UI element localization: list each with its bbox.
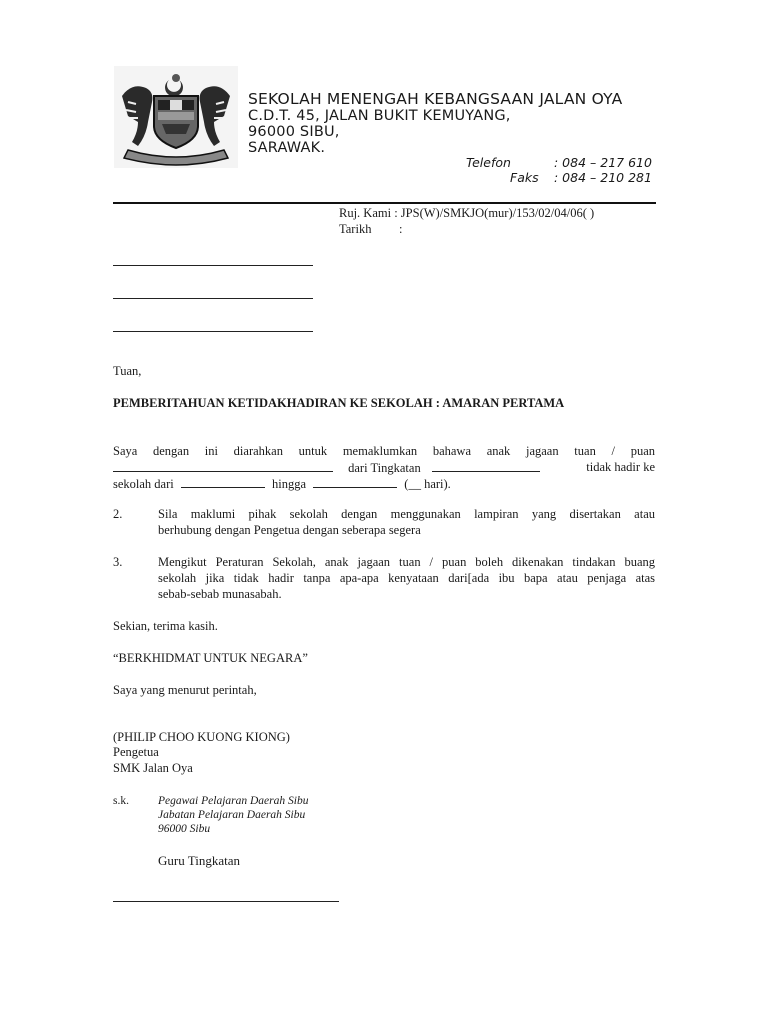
phone-label: Telefon (466, 155, 511, 170)
paragraph-1-line-2 (113, 460, 655, 476)
cc-label: s.k. (113, 795, 129, 807)
teacher-blank-line (113, 901, 339, 902)
paragraph-1-line-3 (113, 476, 451, 492)
paragraph-1-text: dari Tingkatan (348, 461, 421, 475)
address-blank-line (113, 298, 313, 299)
item-2-line-1: Sila maklumi pihak sekolah dengan menggunakan lampiran yang disertakan atau (158, 507, 655, 521)
school-address-line1: C.D.T. 45, JALAN BUKIT KEMUYANG, (248, 108, 511, 124)
paragraph-1-line-1: Saya dengan ini diarahkan untuk memaklumkan bahawa anak jagaan tuan / puan (113, 444, 655, 458)
date-label: Tarikh (339, 222, 372, 236)
cc-guru-tingkatan: Guru Tingkatan (158, 853, 240, 868)
address-blank-line (113, 265, 313, 266)
paragraph-1-text: sekolah dari (113, 477, 174, 491)
cc-recipient-1: Pegawai Pelajaran Daerah Sibu (158, 795, 309, 807)
school-address-line3: SARAWAK. (248, 140, 326, 156)
header-divider (113, 202, 656, 204)
item-2-line-2: berhubung dengan Pengetua dengan seberapa segera (158, 523, 421, 537)
phone-value: : 084 – 217 610 (554, 155, 652, 170)
item-3-line-3: sebab-sebab munasabah. (158, 587, 282, 601)
fax-label: Faks (510, 170, 539, 185)
item-3-line-2: sekolah jika tidak hadir tanpa apa-apa kenyataan dari[ada ibu bapa atau penjaga atas (158, 571, 655, 585)
item-3-number: 3. (113, 555, 123, 569)
letter-subject: PEMBERITAHUAN KETIDAKHADIRAN KE SEKOLAH : AMARAN PERTAMA (113, 396, 565, 410)
coat-of-arms-logo-icon (114, 66, 238, 168)
item-2-number: 2. (113, 507, 123, 521)
reference-number: Ruj. Kami : JPS(W)/SMKJO(mur)/153/02/04/06( ) (339, 206, 595, 220)
fax-value: : 084 – 210 281 (554, 170, 652, 185)
school-address-line2: 96000 SIBU, (248, 124, 340, 140)
address-blank-line (113, 331, 313, 332)
to-date-blank (313, 476, 397, 488)
date-colon: : (399, 222, 403, 236)
cc-recipient-2: Jabatan Pelajaran Daerah Sibu (158, 809, 306, 821)
cc-recipient-3: 96000 Sibu (158, 823, 211, 835)
school-name: SEKOLAH MENENGAH KEBANGSAAN JALAN OYA (248, 90, 623, 108)
signer-organization: SMK Jalan Oya (113, 761, 193, 775)
paragraph-1-text: hingga (272, 477, 307, 491)
motto: “BERKHIDMAT UNTUK NEGARA” (113, 651, 308, 665)
signer-name: (PHILIP CHOO KUONG KIONG) (113, 730, 290, 744)
from-date-blank (181, 476, 265, 488)
paragraph-1-text: tidak hadir ke (586, 460, 655, 474)
closing-text: Sekian, terima kasih. (113, 619, 218, 633)
item-3-line-1: Mengikut Peraturan Sekolah, anak jagaan tuan / puan boleh dikenakan tindakan buang (158, 555, 655, 569)
student-name-blank (113, 460, 333, 472)
salutation: Tuan, (113, 364, 142, 378)
obedient-text: Saya yang menurut perintah, (113, 683, 257, 697)
signer-title: Pengetua (113, 745, 159, 759)
paragraph-1-text: (__ hari). (404, 477, 451, 491)
form-blank (432, 460, 540, 472)
